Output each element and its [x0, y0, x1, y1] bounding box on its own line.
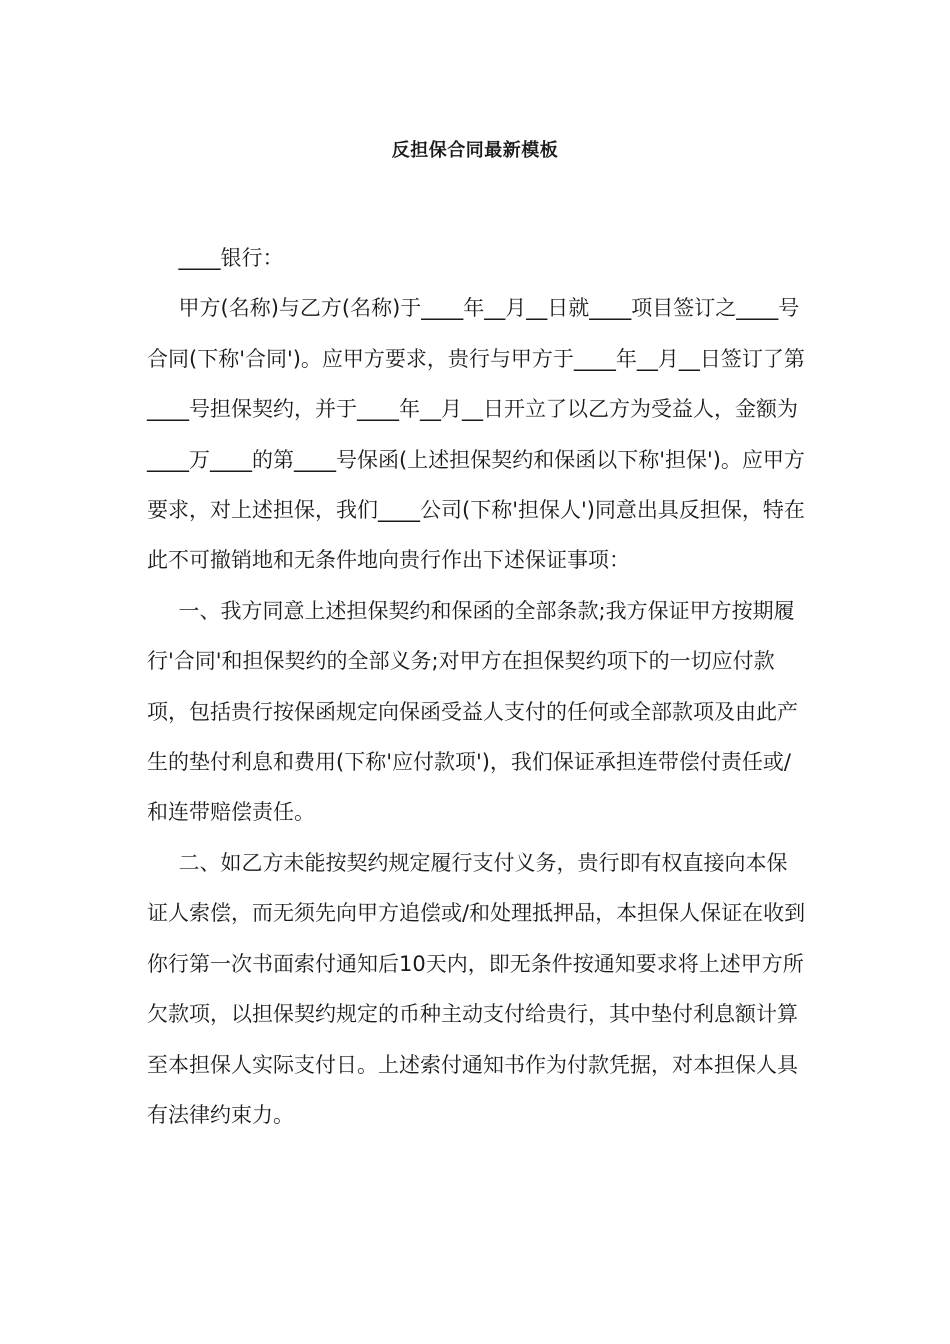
addressee-line: ____银行：	[178, 246, 284, 270]
paragraph-clause-1: 一、我方同意上述担保契约和保函的全部条款;我方保证甲方按期履行'合同'和担保契约的全部义务;对甲方在担保契约项下的一切应付款项，包括贵行按保函规定向保函受益人支付的任何或全部款项及由此产生的垫付利息和费用(下称'应付款项')，我们保证承担连带偿付责任或/和连带赔偿责任。	[147, 598, 798, 825]
document-title: 反担保合同最新模板	[391, 140, 559, 161]
document-body	[147, 233, 807, 1140]
paragraph-preamble: 甲方(名称)与乙方(名称)于____年__月__日就____项目签订之____号合同(下称'合同')。应甲方要求，贵行与甲方于____年__月__日签订了第____号担保契约，并于____年__月__日开立了以乙方为受益人，金额为____万____的第____号保函(上述担保契约和保函以下称'担保')。应甲方要求，对上述担保，我们____公司(下称'担保人')同意出具反担保，特在此不可撤销地和无条件地向贵行作出下述保证事项：	[147, 296, 805, 573]
paragraph-clause-2: 二、如乙方未能按契约规定履行支付义务，贵行即有权直接向本保证人索偿，而无须先向甲方追偿或/和处理抵押品，本担保人保证在收到你行第一次书面索付通知后10天内，即无条件按通知要求将上述甲方所欠款项，以担保契约规定的币种主动支付给贵行，其中垫付利息额计算至本担保人实际支付日。上述索付通知书作为付款凭据，对本担保人具有法律约束力。	[147, 850, 806, 1127]
